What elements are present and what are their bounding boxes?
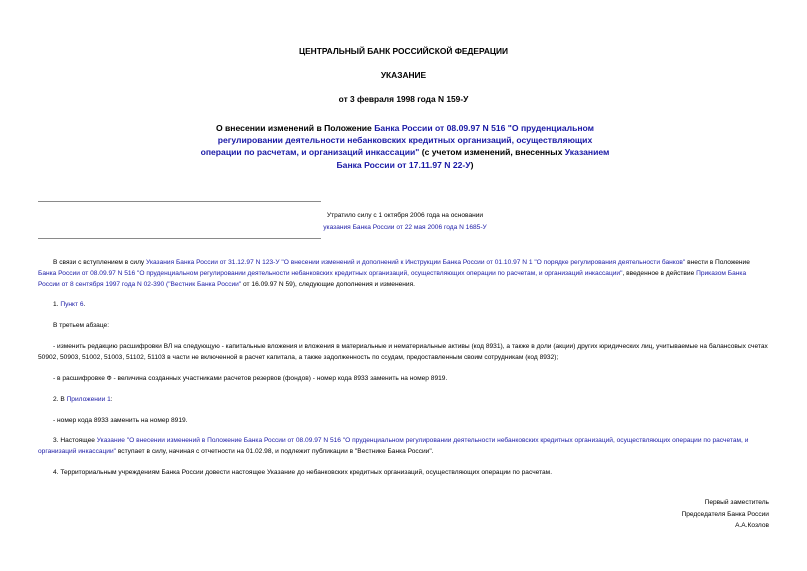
- p3-text: В третьем абзаце:: [53, 322, 110, 329]
- document-date-number: от 3 февраля 1998 года N 159-У: [338, 94, 469, 104]
- divider-top: [38, 201, 321, 202]
- p1-text-3: , введенное в действие: [622, 269, 697, 277]
- link-ukazanie-123u[interactable]: Указания Банка России от 31.12.97 N 123-У "О внесении изменений и дополнений к Инструкции Банка России от 01.10.97 N 1 "О порядке регулирования деятельности банков": [146, 259, 686, 266]
- p4-text: - изменить редакцию расшифровки ВЛ на следующую - капитальные вложения и вложения в материальные и нематериальные активы (код 8931), а также в доли (акции) других юридических лиц, учитываемые на балансовых счетах 50902, 50903, 51002, 51003, 51102, 51103 в части не включенной в расчет капитала, а также задолженность по ссудам, предоставленным своим сотрудникам (код 8932);: [38, 343, 768, 361]
- link-prilozhenie-1[interactable]: Приложении 1: [66, 396, 111, 403]
- title-text-1: О внесении изменений в Положение: [215, 123, 375, 133]
- paragraph-item-1: [38, 300, 769, 311]
- signature-position-2: Председателя Банка России: [681, 510, 769, 518]
- p1-text-1: В связи с вступлением в силу: [53, 259, 147, 266]
- paragraph-code-replace: [38, 416, 769, 427]
- status-text: Утратило силу с 1 октября 2006 года на основании: [326, 212, 484, 219]
- title-text-2: (с учетом изменений, внесенных: [419, 147, 565, 158]
- p9-text: 4. Территориальным учреждениям Банка России довести настоящее Указание до небанковских кредитных организаций, осуществляющих операции по расчетам.: [53, 469, 553, 476]
- status-link-1685u[interactable]: указания Банка России от 22 мая 2006 года N 1685-У: [323, 223, 487, 231]
- link-ukazanie-self[interactable]: Указание "О внесении изменений в Положение Банка России от 08.09.97 N 516 "О пруденциальном регулировании деятельности небанковских кредитных организаций, осуществляющих операции по расчетам, и организаций инкассации": [38, 437, 749, 455]
- document-title: [200, 122, 610, 171]
- paragraph-item-2: [38, 395, 769, 406]
- p8-text-2: вступает в силу, начиная с отчетности на 01.02.98, и подлежит публикации в "Вестнике Банка России".: [116, 447, 434, 455]
- paragraph-intro: [38, 258, 769, 290]
- bank-name: ЦЕНТРАЛЬНЫЙ БАНК РОССИЙСКОЙ ФЕДЕРАЦИИ: [298, 46, 509, 56]
- paragraph-item-4: [38, 468, 769, 479]
- paragraph-vl-definition: [38, 342, 769, 364]
- p1-text-2: внести в Положение: [685, 259, 750, 266]
- link-position-516[interactable]: Банка России от 08.09.97 N 516 "О пруденциальном регулировании деятельности небанковских кредитных организаций, осуществляющих операции по расчетам, и организаций инкассации": [38, 269, 623, 277]
- p2-text-1: 1.: [53, 301, 61, 308]
- title-text-3: ): [470, 159, 474, 170]
- title-link-position-516[interactable]: Банка России от 08.09.97 N 516 "О пруденциальном регулировании деятельности небанковских кредитных организаций, осуществляющих операции по расчетам, и организаций инкассации": [200, 123, 595, 158]
- signature-name: А.А.Козлов: [735, 522, 769, 529]
- p6-text-2: :: [110, 396, 113, 403]
- p6-text-1: 2. В: [53, 396, 67, 403]
- document-type: УКАЗАНИЕ: [380, 70, 427, 80]
- p8-text-1: 3. Настоящее: [53, 437, 97, 444]
- p1-text-4: от 16.09.97 N 59), следующие дополнения и изменения.: [241, 280, 416, 288]
- p5-text: - в расшифровке Ф - величина созданных участниками расчетов резервов (фондов) - номер кода 8933 заменить на номер 8919.: [53, 375, 448, 382]
- divider-bottom: [38, 238, 321, 239]
- paragraph-f-definition: [38, 374, 769, 385]
- signature-position-1: Первый заместитель: [704, 499, 769, 506]
- p2-text-2: .: [83, 301, 86, 308]
- paragraph-third-abzac: [38, 321, 769, 332]
- paragraph-item-3: [38, 436, 769, 458]
- link-punkt-6[interactable]: Пункт 6: [60, 301, 84, 308]
- signature-block: [681, 497, 769, 532]
- p7-text: - номер кода 8933 заменить на номер 8919.: [53, 417, 188, 424]
- status-note: [190, 210, 620, 233]
- title-link-ukazanie-22u[interactable]: Указанием Банка России от 17.11.97 N 22-У: [336, 147, 610, 170]
- link-prikaz-02-390[interactable]: Приказом Банка России от 8 сентября 1997 года N 02-390 ("Вестник Банка России": [38, 269, 747, 288]
